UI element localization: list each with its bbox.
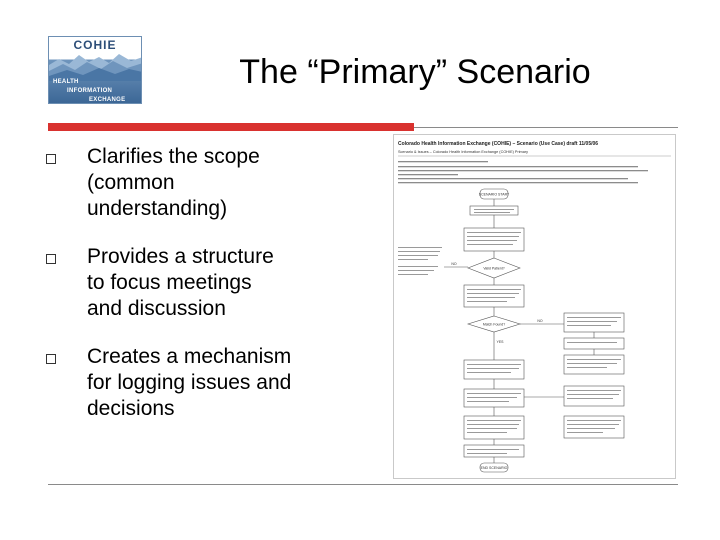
process-box	[564, 313, 624, 332]
bullet-item	[44, 244, 344, 322]
decision-label: Valid Patient?	[483, 266, 505, 271]
process-box	[470, 206, 518, 215]
process-box	[464, 285, 524, 307]
bottom-divider	[48, 484, 678, 485]
slide-title: The “Primary” Scenario	[239, 53, 591, 91]
process-box	[464, 360, 524, 379]
hollow-square-icon	[46, 354, 56, 364]
bullet-list	[44, 144, 344, 444]
doc-subheader: Scenario & Issues – Colorado Health Information Exchange (COHIE) Primary	[398, 150, 528, 154]
branch-label: NO	[451, 262, 457, 266]
bullet-item	[44, 344, 344, 422]
flowchart-svg	[394, 135, 675, 478]
hollow-square-icon	[46, 154, 56, 164]
accent-bar	[48, 123, 414, 131]
doc-header: Colorado Health Information Exchange (COHIE) – Scenario (Use Case) draft 11/05/06	[398, 141, 599, 147]
process-box	[464, 416, 524, 439]
bullet-text: Clarifies the scope (common understanding)	[87, 145, 260, 220]
bullet-text: Creates a mechanism for logging issues and decisions	[87, 345, 292, 420]
process-box	[564, 355, 624, 374]
process-box	[564, 338, 624, 349]
logo-line-exchange: EXCHANGE	[89, 97, 126, 103]
process-box	[564, 386, 624, 406]
bullet-item	[44, 144, 344, 222]
decision-label: Match Found?	[482, 322, 506, 327]
process-box	[564, 416, 624, 438]
hollow-square-icon	[46, 254, 56, 264]
scenario-flowchart-document	[393, 134, 676, 479]
logo-wordmark: COHIE	[73, 38, 117, 52]
logo-line-information: INFORMATION	[67, 88, 113, 94]
doc-intro-lines	[398, 161, 648, 183]
logo-line-health: HEALTH	[53, 79, 79, 85]
process-box	[464, 445, 524, 457]
logo-mountains-icon	[49, 51, 142, 81]
process-box	[464, 228, 524, 251]
bullet-text: Provides a structure to focus meetings and discussion	[87, 245, 274, 320]
branch-label: NO	[537, 319, 543, 323]
branch-label: YES	[496, 340, 504, 344]
start-label: SCENARIO START	[478, 192, 510, 197]
cohie-logo	[48, 36, 142, 104]
end-label: END SCENARIO	[480, 466, 508, 470]
